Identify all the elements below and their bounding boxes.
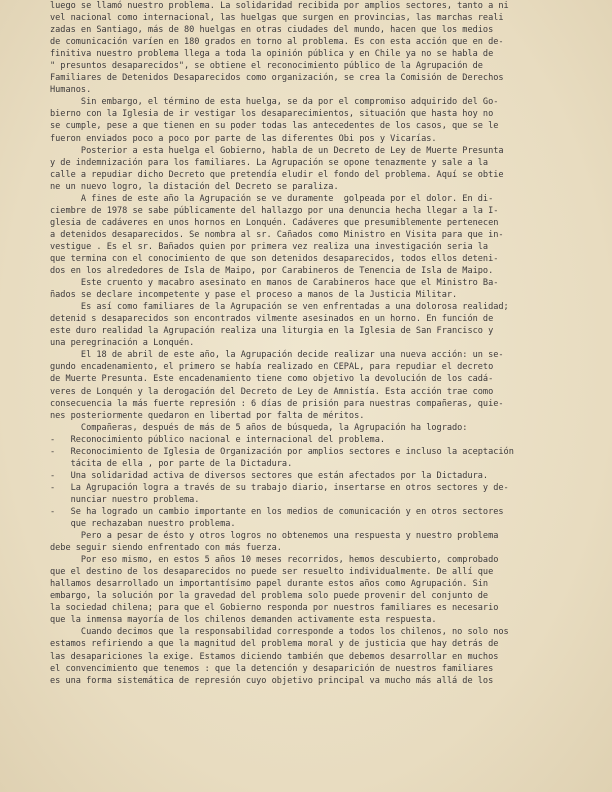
text-line: a detenidos desaparecidos. Se nombra al sr. Cañados como Ministro en Visita para que in-: [50, 229, 504, 240]
text-line: de Muerte Presunta. Este encadenamiento tiene como objetivo la devolución de los cadá-: [50, 374, 494, 385]
text-line: debe seguir siendo enfrentado con más fuerza.: [50, 543, 282, 554]
text-line: veres de Lonquén y la derogación del Decreto de Ley de Amnistía. Esta acción trae como: [50, 386, 494, 397]
text-line: calle a repudiar dicho Decreto que pretendía eludir el fondo del problema. Aquí se obtie: [50, 169, 504, 180]
text-line: hallamos desarrollado un importantísimo papel durante estos años como Agrupación. Sin: [50, 579, 489, 590]
text-line: de comunicación varíen en 180 grados en torno al problema. Es con esta acción que en de-: [50, 37, 504, 48]
text-line: Pero a pesar de ésto y otros logros no obtenemos una respuesta y nuestro problema: [50, 531, 499, 542]
text-line: ne un nuevo logro, la distación del Decreto se paraliza.: [50, 181, 339, 192]
text-line: Familiares de Detenidos Desaparecidos como organización, se crea la Comisión de Derechos: [50, 73, 504, 84]
text-line: el convencimiento que tenemos : que la detención y desaparición de nuestros familiares: [50, 663, 494, 674]
text-line: zadas en Santiago, más de 80 huelgas en otras ciudades del mundo, hacen que los medios: [50, 25, 494, 36]
text-line: Compañeras, después de más de 5 años de búsqueda, la Agrupación ha logrado:: [50, 422, 468, 433]
text-line: Por eso mismo, en estos 5 años 10 meses recorridos, hemos descubierto, comprobado: [50, 555, 499, 566]
text-line: nes posteriormente quedaron en libertad por falta de méritos.: [50, 410, 365, 421]
text-line: que rechazaban nuestro problema.: [50, 519, 236, 530]
text-line: glesia de cadáveres en unos hornos en Lonquén. Cadáveres que presumiblemente pertenecen: [50, 217, 499, 228]
text-line: tácita de ella , por parte de la Dictadura.: [50, 458, 293, 469]
text-line: - Reconocimiento público nacional e internacional del problema.: [50, 434, 386, 445]
text-line: Posterior a esta huelga el Gobierno, habla de un Decreto de Ley de Muerte Presunta: [50, 145, 504, 156]
text-line: gundo encadenamiento, el primero se había realizado en CEPAL, para repudiar el decreto: [50, 362, 494, 373]
text-line: que la inmensa mayoría de los chilenos demanden activamente esta respuesta.: [50, 615, 437, 626]
text-line: - Una solidaridad activa de diversos sectores que están afectados por la Dictadura.: [50, 470, 489, 481]
text-line: una peregrinación a Lonquén.: [50, 338, 195, 349]
text-line: estamos refiriendo a que la magnitud del problema moral y de justicia que hay detrás de: [50, 639, 499, 650]
typewritten-page: [50, 0, 586, 687]
text-line: se cumple, pese a que tienen en su poder todas las antecedentes de los casos, que se le: [50, 121, 499, 132]
text-line: vel nacional como internacional, las huelgas que surgen en provincias, las marchas reali: [50, 13, 504, 24]
text-line: Este cruento y macabro asesinato en manos de Carabineros hace que el Ministro Ba-: [50, 278, 499, 289]
text-line: - Reconocimiento de Iglesia de Organización por amplios sectores e incluso la aceptación: [50, 446, 514, 457]
text-line: ñados se declare incompetente y pase el proceso a manos de la Justicia Militar.: [50, 290, 458, 301]
text-line: este duro realidad la Agrupación realiza una liturgia en la Iglesia de San Francisco y: [50, 326, 494, 337]
text-line: Sin embargo, el término de esta huelga, se da por el compromiso adquirido del Go-: [50, 97, 499, 108]
text-line: consecuencia la más fuerte represión : 6 días de prisión para nuestras compañeras, quie-: [50, 398, 504, 409]
text-line: que el destino de los desaparecidos no puede ser resuelto individualmente. De allí que: [50, 567, 494, 578]
text-line: las desapariciones la exige. Estamos diciendo también que debemos desarrollar en muchos: [50, 651, 499, 662]
text-line: A fines de este año la Agrupación se ve duramente golpeada por el dolor. En di-: [50, 193, 494, 204]
text-line: luego se llamó nuestro problema. La solidaridad recibida por amplios sectores, tanto a ni: [50, 1, 509, 11]
text-line: vestigue . Es el sr. Bañados quien por primera vez realiza una investigación seria la: [50, 241, 489, 252]
text-line: finitiva nuestro problema llega a toda la opinión pública y en Chile ya no se habla de: [50, 49, 494, 60]
text-line: bierno con la Iglesia de ir vestigar los desaparecimientos, situación que hasta hoy no: [50, 109, 494, 120]
text-line: Cuando decimos que la responsabilidad corresponde a todos los chilenos, no solo nos: [50, 627, 509, 638]
text-line: " presuntos desaparecidos", se obtiene el reconocimiento público de la Agrupación de: [50, 61, 483, 72]
text-line: - La Agrupación logra a través de su trabajo diario, insertarse en otros sectores y de-: [50, 482, 509, 493]
text-line: ciembre de 1978 se sabe públicamente del hallazgo por una denuncia hecha llegar a la I-: [50, 205, 499, 216]
text-line: Humanos.: [50, 85, 92, 96]
text-line: y de indemnización para los familiares. La Agrupación se opone tenazmente y sale a la: [50, 157, 489, 168]
text-line: embargo, la solución por la gravedad del problema solo puede provenir del conjunto de: [50, 591, 489, 602]
text-line: nunciar nuestro problema.: [50, 494, 200, 505]
text-line: detenid s desaparecidos son encontrados vilmente asesinados en un horno. En función de: [50, 314, 494, 325]
text-line: El 18 de abril de este año, la Agrupación decide realizar una nueva acción: un se-: [50, 350, 504, 361]
text-line: es una forma sistemática de represión cuyo objetivo principal va mucho más allá de los: [50, 675, 494, 686]
text-line: - Se ha logrado un cambio importante en los medios de comunicación y en otros sectores: [50, 506, 504, 517]
text-line: dos en los alrededores de Isla de Maipo, por Carabineros de Tenencia de Isla de Maipo.: [50, 266, 494, 277]
text-line: que termina con el conocimiento de que son detenidos desaparecidos, todos ellos deteni-: [50, 253, 499, 264]
text-line: la sociedad chilena; para que el Gobierno responda por nuestros familiares es necesario: [50, 603, 499, 614]
text-line: Es así como familiares de la Agrupación se ven enfrentadas a una dolorosa realidad;: [50, 302, 509, 313]
text-line: fueron enviados poco a poco por parte de las diferentes Obi pos y Vicarías.: [50, 133, 437, 144]
